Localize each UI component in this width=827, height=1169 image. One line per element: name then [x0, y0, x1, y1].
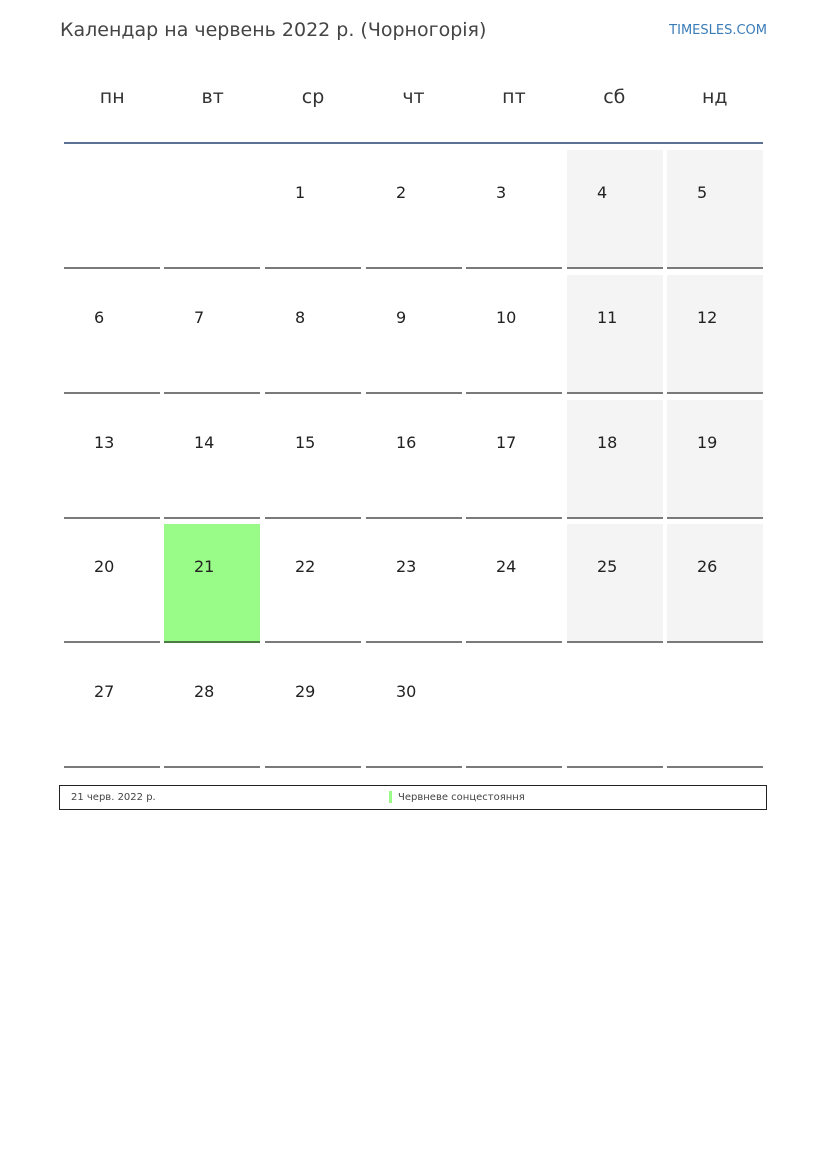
- day-number: 4: [597, 183, 608, 202]
- day-number: 20: [94, 557, 115, 576]
- legend-event-name: Червневе сонцестояння: [398, 792, 525, 803]
- day-cell-27[interactable]: [64, 649, 160, 768]
- weekday-wed: ср: [301, 86, 325, 108]
- legend-date: 21 черв. 2022 р.: [71, 792, 156, 803]
- day-cell-29[interactable]: [265, 649, 361, 768]
- day-number: 14: [194, 433, 215, 452]
- day-cell-18[interactable]: [567, 400, 663, 519]
- empty-day-cell: [466, 649, 562, 768]
- weekday-fri: пт: [502, 86, 526, 108]
- day-cell-11[interactable]: [567, 275, 663, 394]
- day-number: 9: [396, 308, 407, 327]
- day-number: 13: [94, 433, 115, 452]
- day-cell-26[interactable]: [667, 524, 763, 643]
- day-number: 24: [496, 557, 517, 576]
- empty-day-cell: [164, 150, 260, 269]
- day-number: 17: [496, 433, 517, 452]
- day-number: 16: [396, 433, 417, 452]
- day-number: 5: [697, 183, 708, 202]
- day-number: 30: [396, 682, 417, 701]
- day-number: 11: [597, 308, 618, 327]
- brand-link[interactable]: TIMESLES.COM: [669, 23, 767, 38]
- weekday-thu: чт: [402, 86, 425, 108]
- day-cell-14[interactable]: [164, 400, 260, 519]
- day-number: 21: [194, 557, 215, 576]
- day-number: 22: [295, 557, 316, 576]
- holiday-legend: [59, 785, 767, 810]
- day-cell-3[interactable]: [466, 150, 562, 269]
- day-number: 28: [194, 682, 215, 701]
- day-cell-25[interactable]: [567, 524, 663, 643]
- day-number: 18: [597, 433, 618, 452]
- empty-day-cell: [567, 649, 663, 768]
- day-cell-1[interactable]: [265, 150, 361, 269]
- weekday-header: [62, 86, 765, 122]
- day-number: 15: [295, 433, 316, 452]
- day-number: 19: [697, 433, 718, 452]
- day-cell-16[interactable]: [366, 400, 462, 519]
- day-number: 27: [94, 682, 115, 701]
- day-cell-21[interactable]: [164, 524, 260, 643]
- empty-day-cell: [64, 150, 160, 269]
- weekday-mon: пн: [99, 86, 125, 108]
- day-number: 12: [697, 308, 718, 327]
- day-number: 6: [94, 308, 105, 327]
- day-number: 10: [496, 308, 517, 327]
- day-number: 8: [295, 308, 306, 327]
- day-cell-30[interactable]: [366, 649, 462, 768]
- day-number: 26: [697, 557, 718, 576]
- day-cell-13[interactable]: [64, 400, 160, 519]
- page-title: Календар на червень 2022 р. (Чорногорія): [60, 19, 487, 41]
- day-cell-7[interactable]: [164, 275, 260, 394]
- day-cell-9[interactable]: [366, 275, 462, 394]
- day-cell-24[interactable]: [466, 524, 562, 643]
- header-divider: [64, 142, 763, 144]
- day-number: 25: [597, 557, 618, 576]
- day-cell-10[interactable]: [466, 275, 562, 394]
- day-number: 1: [295, 183, 306, 202]
- empty-day-cell: [667, 649, 763, 768]
- day-cell-28[interactable]: [164, 649, 260, 768]
- day-number: 2: [396, 183, 407, 202]
- day-cell-15[interactable]: [265, 400, 361, 519]
- day-cell-23[interactable]: [366, 524, 462, 643]
- weekday-sat: сб: [603, 86, 626, 108]
- day-cell-20[interactable]: [64, 524, 160, 643]
- day-number: 3: [496, 183, 507, 202]
- day-cell-22[interactable]: [265, 524, 361, 643]
- day-number: 23: [396, 557, 417, 576]
- day-cell-6[interactable]: [64, 275, 160, 394]
- day-cell-5[interactable]: [667, 150, 763, 269]
- day-number: 7: [194, 308, 205, 327]
- weekday-sun: нд: [701, 86, 728, 108]
- day-cell-2[interactable]: [366, 150, 462, 269]
- weekday-tue: вт: [201, 86, 224, 108]
- day-cell-17[interactable]: [466, 400, 562, 519]
- day-cell-4[interactable]: [567, 150, 663, 269]
- day-cell-12[interactable]: [667, 275, 763, 394]
- day-cell-19[interactable]: [667, 400, 763, 519]
- day-number: 29: [295, 682, 316, 701]
- day-cell-8[interactable]: [265, 275, 361, 394]
- legend-color-marker: [389, 791, 392, 803]
